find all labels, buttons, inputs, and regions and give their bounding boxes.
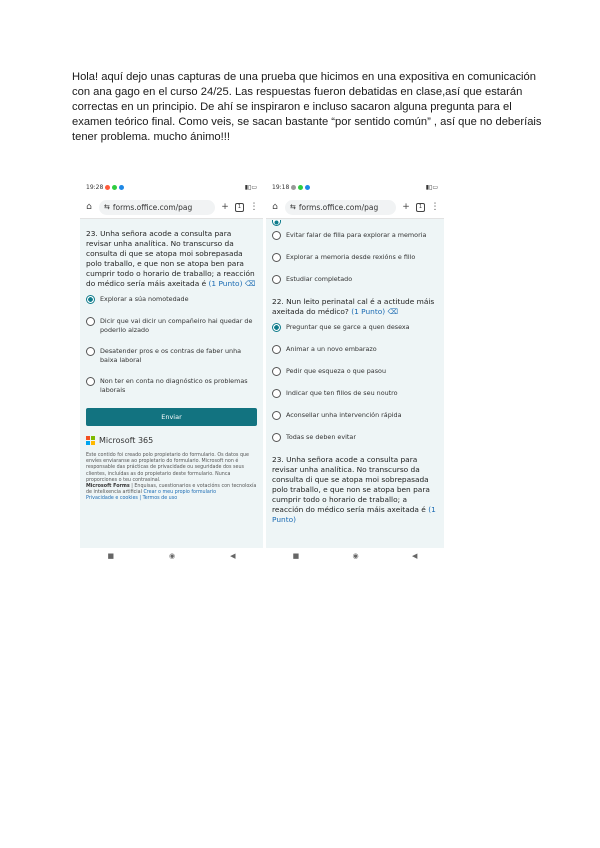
radio-button-selected[interactable] bbox=[272, 323, 281, 332]
status-bar bbox=[266, 178, 444, 196]
fine-print: Este contido foi creado polo propietario do formulario. Os datos que envíes enviaranse ao propietario do formulario. Microsoft non é responsable das prácticas de privacidade ou seguridade dos seus clientes, incluídas as do propietario deste formulario. Nunca proporciones o teu contrasinal. Microsoft Forms | Enquisas, cuestionarios e votacións con tecnoloxía de intelixencia artificial Crear o meu propio formulario Privacidade e cookies | Termos de uso bbox=[86, 453, 257, 502]
answer-option[interactable]: Estudiar completado bbox=[272, 275, 438, 284]
browser-toolbar bbox=[266, 196, 444, 219]
plus-icon[interactable]: + bbox=[402, 202, 410, 212]
radio-button[interactable] bbox=[272, 411, 281, 420]
nav-square-icon[interactable]: ■ bbox=[107, 552, 115, 560]
microsoft-logo-icon bbox=[86, 436, 95, 445]
tabs-icon[interactable]: 1 bbox=[235, 203, 244, 212]
nav-back-icon[interactable]: ◀ bbox=[411, 552, 418, 560]
question-text: 23. Unha señora acode a consulta para revisar unha analítica. No transcurso da consulta di que se atopa moi sobrepasada polo traballo, e que non se atopa ben para cumprir todo o horario de traballo; a reacción do médico sería máis axeitada é (1 Punto) ⌫ bbox=[86, 229, 256, 288]
answer-option[interactable]: Preguntar que se garce a quen desexa bbox=[272, 323, 438, 332]
radio-button[interactable] bbox=[86, 317, 95, 326]
notification-icon bbox=[291, 185, 296, 190]
radio-button[interactable] bbox=[272, 231, 281, 240]
radio-button[interactable] bbox=[272, 389, 281, 398]
status-bar bbox=[80, 178, 263, 196]
radio-button[interactable] bbox=[272, 275, 281, 284]
address-bar[interactable] bbox=[99, 200, 215, 215]
left-phone-screenshot bbox=[80, 178, 263, 564]
nav-circle-icon[interactable]: ◉ bbox=[352, 552, 359, 560]
erase-icon[interactable]: ⌫ bbox=[244, 279, 256, 288]
notification-icon bbox=[119, 185, 124, 190]
system-nav-bar bbox=[266, 548, 444, 564]
nav-back-icon[interactable]: ◀ bbox=[230, 552, 236, 560]
radio-button[interactable] bbox=[272, 433, 281, 442]
answer-option[interactable]: Todas se deben evitar bbox=[272, 433, 438, 442]
points-label: (1 Punto) bbox=[208, 279, 243, 288]
answer-option[interactable]: Indicar que ten fillos de seu noutro bbox=[272, 389, 438, 398]
points-label: (1 Punto) bbox=[272, 505, 436, 524]
status-time: 19:28 bbox=[86, 183, 104, 191]
question-text: 23. Unha señora acode a consulta para revisar unha analítica. No transcurso da consulta di que se atopa moi sobrepasada polo traballo, e que non se atopa ben para cumprir todo o horario de traballo; a reacción do médico sería máis axeitada é (1 Punto) bbox=[272, 455, 436, 524]
question-text: 22. Nun leito perinatal cal é a actitude máis axeitada do médico? (1 Punto) ⌫ bbox=[272, 297, 435, 316]
microsoft-brand: Microsoft 365 bbox=[86, 436, 257, 445]
create-form-link[interactable]: Crear o meu propio formulario bbox=[143, 490, 217, 496]
nav-circle-icon[interactable]: ◉ bbox=[169, 552, 176, 560]
intro-text: Hola! aquí dejo unas capturas de una prueba que hicimos en una expositiva en comunicación con ana gago en el curso 24/25. Las respuestas fueron debatidas en clase,así que estarán correctas en un principio. De ahí se inspiraron e incluso sacaron alguna pregunta para el examen teórico final. Como veis, se sacan bastante “por sentido común” , así que no deberíais tener problema. mucho ánimo!!! bbox=[72, 71, 542, 143]
status-time: 19:18 bbox=[272, 183, 290, 191]
submit-button[interactable]: Enviar bbox=[86, 408, 257, 426]
answer-option[interactable]: Aconsellar unha intervención rápida bbox=[272, 411, 438, 420]
points-label: (1 Punto) bbox=[351, 307, 386, 316]
radio-button[interactable] bbox=[272, 367, 281, 376]
answer-option[interactable]: Animar a un novo embarazo bbox=[272, 345, 438, 354]
answer-option[interactable]: Non ter en conta no diagnóstico os problemas laborais bbox=[86, 377, 257, 394]
notification-icon bbox=[298, 185, 303, 190]
home-icon[interactable]: ⌂ bbox=[272, 202, 278, 212]
site-settings-icon[interactable]: ⇆ bbox=[104, 203, 110, 211]
system-nav-bar bbox=[80, 548, 263, 564]
notification-icon bbox=[112, 185, 117, 190]
answer-option[interactable]: Explorar a súa nomotedade bbox=[86, 295, 257, 304]
answer-option[interactable]: Evitar falar de filla para explorar a memoria bbox=[272, 231, 438, 240]
address-bar[interactable] bbox=[285, 200, 396, 215]
plus-icon[interactable]: + bbox=[221, 202, 229, 212]
cut-off-option bbox=[272, 221, 438, 225]
radio-button[interactable] bbox=[86, 377, 95, 386]
home-icon[interactable]: ⌂ bbox=[86, 202, 92, 212]
tabs-icon[interactable]: 1 bbox=[416, 203, 425, 212]
radio-button-selected[interactable] bbox=[272, 220, 281, 226]
answer-option[interactable]: Dicir que vai dicir un compañeiro hai quedar de poderllo alzado bbox=[86, 317, 257, 334]
notification-icon bbox=[305, 185, 310, 190]
nav-square-icon[interactable]: ■ bbox=[292, 552, 300, 560]
radio-button[interactable] bbox=[272, 253, 281, 262]
browser-toolbar bbox=[80, 196, 263, 219]
menu-icon[interactable]: ⋮ bbox=[249, 202, 259, 212]
privacy-link[interactable]: Privacidade e cookies | Termos de uso bbox=[86, 496, 178, 502]
radio-button[interactable] bbox=[272, 345, 281, 354]
radio-button-selected[interactable] bbox=[86, 295, 95, 304]
radio-button[interactable] bbox=[86, 347, 95, 356]
url-text: forms.office.com/pag bbox=[112, 202, 193, 212]
url-text: forms.office.com/pag bbox=[298, 202, 379, 212]
right-phone-screenshot bbox=[266, 178, 444, 564]
menu-icon[interactable]: ⋮ bbox=[430, 202, 440, 212]
answer-option[interactable]: Explorar a memoria desde rexións e fillo bbox=[272, 253, 438, 262]
battery-icon: ▮▯▭ bbox=[425, 183, 438, 191]
notification-icon bbox=[105, 185, 110, 190]
site-settings-icon[interactable]: ⇆ bbox=[290, 203, 296, 211]
answer-option[interactable]: Pedir que esqueza o que pasou bbox=[272, 367, 438, 376]
battery-icon: ▮▯▭ bbox=[244, 183, 257, 191]
answer-option[interactable]: Desatender pros e os contras de faber unha baixa laboral bbox=[86, 347, 257, 364]
erase-icon[interactable]: ⌫ bbox=[387, 307, 398, 316]
